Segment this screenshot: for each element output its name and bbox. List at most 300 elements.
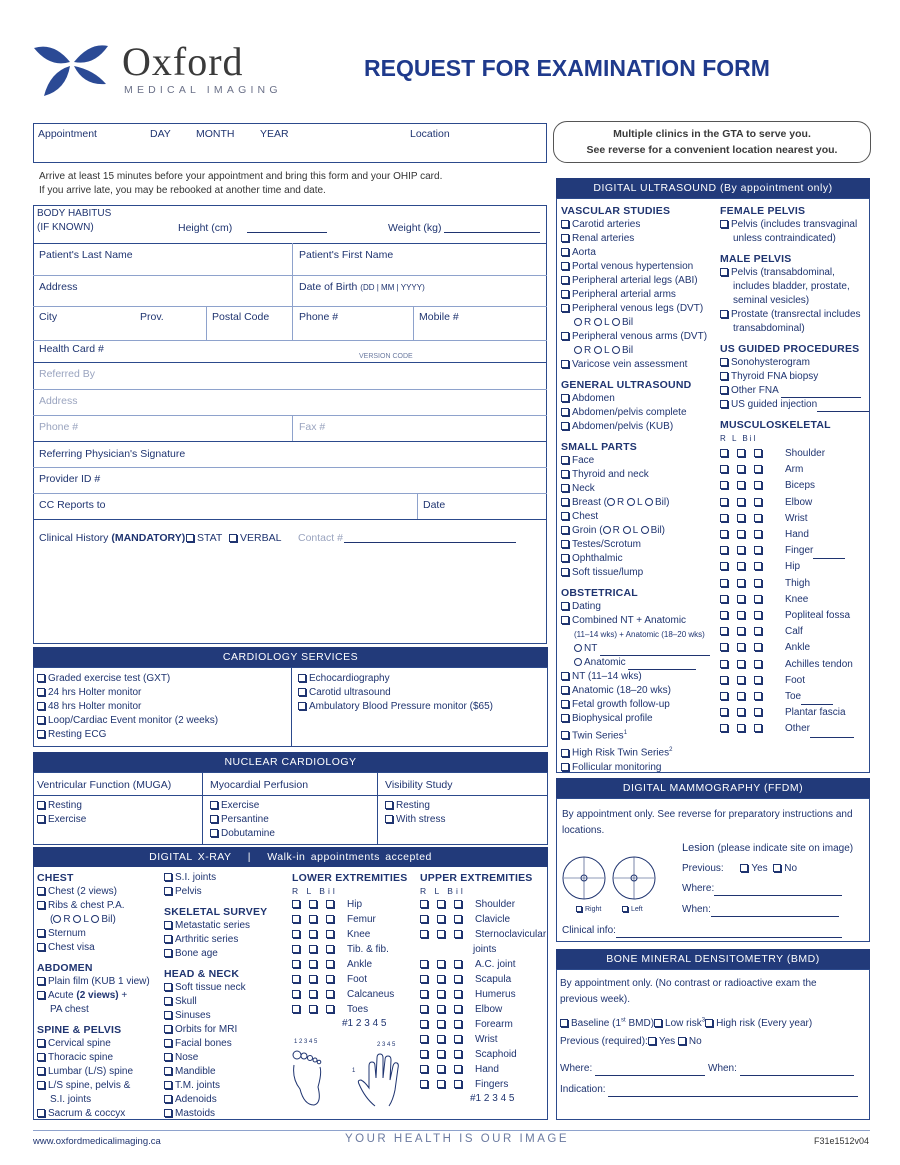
msk-item[interactable] — [720, 446, 869, 462]
weight-label[interactable]: Weight (kg) — [388, 222, 442, 234]
checkbox-item[interactable] — [292, 912, 407, 927]
msk-item[interactable] — [720, 705, 869, 721]
usinj-line[interactable] — [817, 402, 869, 412]
msk-item[interactable] — [720, 527, 869, 543]
bmd-yes-checkbox[interactable] — [648, 1036, 675, 1047]
checkbox-icon — [720, 660, 728, 668]
item-label: S.I. joints — [175, 872, 217, 883]
fna-label: Other FNA — [731, 385, 779, 396]
checkbox-item[interactable] — [420, 897, 546, 912]
date-field[interactable]: Date — [423, 499, 446, 511]
checkbox-item[interactable] — [561, 420, 710, 434]
checkbox-item[interactable] — [561, 392, 710, 406]
checkbox-item[interactable] — [420, 1077, 546, 1092]
contact-field[interactable]: Contact # — [298, 532, 343, 544]
item-label: Soft tissue/lump — [572, 567, 644, 578]
checkbox-item[interactable] — [561, 468, 710, 482]
checkbox-item[interactable] — [292, 942, 407, 957]
checkbox-item[interactable] — [561, 698, 710, 712]
checkbox-item[interactable] — [164, 1107, 267, 1121]
checkbox-item[interactable] — [37, 1037, 150, 1051]
radio-icon[interactable] — [607, 498, 615, 506]
msk-item[interactable] — [720, 495, 869, 511]
checkbox-item[interactable] — [420, 972, 546, 987]
guided-list — [720, 356, 869, 384]
checkbox-item[interactable] — [37, 728, 218, 742]
checkbox-item[interactable] — [164, 981, 267, 995]
checkbox-item[interactable] — [298, 686, 493, 700]
checkbox-item[interactable] — [561, 670, 710, 684]
radio-icon[interactable] — [645, 498, 653, 506]
other-line[interactable] — [810, 728, 854, 738]
city-field[interactable]: City — [39, 311, 58, 323]
checkbox-item[interactable] — [164, 1009, 267, 1023]
checkbox-icon — [773, 864, 781, 872]
checkbox-icon — [164, 997, 172, 1005]
msk-item[interactable] — [720, 721, 869, 737]
provider-id-field[interactable]: Provider ID # — [39, 473, 101, 485]
msk-item[interactable] — [720, 478, 869, 494]
msk-item[interactable] — [720, 592, 869, 608]
checkbox-icon — [754, 692, 762, 700]
si-joints-cont: S.I. joints — [50, 1094, 92, 1105]
checkbox-item[interactable] — [37, 1051, 150, 1065]
low-label: Low risk — [665, 1018, 702, 1030]
form-code: F31e1512v04 — [814, 1136, 870, 1146]
sacrum-checkbox[interactable] — [37, 1107, 150, 1121]
radio-icon[interactable] — [574, 318, 582, 326]
checkbox-item[interactable] — [561, 684, 710, 698]
item-label: Orbits for MRI — [175, 1024, 238, 1035]
referred-by-field[interactable]: Referred By — [39, 368, 96, 380]
ribs-options[interactable] — [37, 913, 150, 927]
item-label: Humerus — [475, 989, 516, 1000]
viability-heading: Visibility Study — [385, 779, 453, 791]
lesion-text: Lesion — [682, 842, 715, 854]
checkbox-icon — [309, 915, 317, 923]
obstetrical-list-2 — [561, 670, 710, 726]
postal-code-field[interactable]: Postal Code — [212, 311, 270, 323]
xray-title: DIGITAL X-RAY — [149, 851, 232, 863]
checkbox-item[interactable] — [37, 1079, 150, 1093]
checkbox-item[interactable] — [561, 288, 710, 302]
left-checkbox[interactable] — [622, 906, 643, 913]
checkbox-icon — [292, 975, 300, 983]
checkbox-item[interactable] — [561, 482, 710, 496]
checkbox-icon — [622, 906, 628, 912]
arrive-line2: If you arrive late, you may be rebooked at another time and date. — [39, 185, 326, 196]
checkbox-item[interactable] — [164, 1065, 267, 1079]
msk-item[interactable] — [720, 559, 869, 575]
bmd-risk — [560, 1014, 812, 1031]
checkbox-item[interactable] — [164, 1037, 267, 1051]
checkbox-icon — [309, 930, 317, 938]
right-checkbox[interactable] — [576, 906, 601, 913]
twin-checkbox[interactable] — [561, 726, 710, 743]
item-label: Abdomen — [572, 393, 615, 404]
weight-line[interactable] — [444, 222, 540, 233]
checkbox-item[interactable] — [561, 454, 710, 468]
referrer-address-field[interactable]: Address — [39, 395, 78, 407]
checkbox-icon — [737, 595, 745, 603]
referring-signature-field[interactable]: Referring Physician's Signature — [39, 448, 186, 460]
radio-icon[interactable] — [91, 915, 99, 923]
checkbox-item[interactable] — [164, 871, 267, 885]
checkbox-item[interactable] — [37, 813, 86, 827]
checkbox-item[interactable] — [292, 927, 407, 942]
phone-field[interactable]: Phone # — [299, 311, 339, 323]
checkbox-item[interactable] — [37, 941, 150, 955]
prov-field[interactable]: Prov. — [140, 311, 164, 323]
checkbox-item[interactable] — [292, 897, 407, 912]
msk-item[interactable] — [720, 462, 869, 478]
walk-in-note: Walk-in appointments accepted — [267, 851, 432, 863]
low-risk-checkbox[interactable] — [654, 1018, 705, 1029]
health-card-field[interactable]: Health Card # — [39, 343, 104, 355]
checkbox-item[interactable] — [420, 987, 546, 1002]
month-label: MONTH — [196, 128, 235, 140]
nt-label: NT — [584, 643, 598, 654]
checkbox-icon — [37, 991, 45, 999]
radio-icon[interactable] — [574, 644, 582, 652]
mobile-field[interactable]: Mobile # — [419, 311, 459, 323]
checkbox-item[interactable] — [37, 1065, 150, 1079]
item-label: Toes — [347, 1004, 369, 1015]
checkbox-icon — [454, 930, 462, 938]
checkbox-item[interactable] — [164, 1093, 267, 1107]
checkbox-icon — [420, 990, 428, 998]
chest-checkbox[interactable] — [561, 510, 710, 524]
fem-pelvis-checkbox[interactable] — [720, 218, 869, 232]
checkbox-item[interactable] — [37, 714, 218, 728]
checkbox-item[interactable] — [164, 885, 267, 899]
checkbox-item[interactable] — [420, 927, 546, 942]
radio-icon[interactable] — [594, 346, 602, 354]
item-label: Carotid arteries — [572, 219, 641, 230]
checkbox-item[interactable] — [561, 274, 710, 288]
referrer-phone-field[interactable]: Phone # — [39, 421, 79, 433]
radio-icon[interactable] — [574, 658, 582, 666]
where-label: Where: — [682, 883, 715, 894]
checkbox-icon — [309, 975, 317, 983]
sup-1: 1 — [623, 730, 628, 736]
msk-item[interactable] — [720, 640, 869, 656]
hr-twin-checkbox[interactable] — [561, 743, 710, 760]
mammo-when[interactable] — [682, 903, 839, 917]
msk-item[interactable] — [720, 608, 869, 624]
checkbox-icon — [561, 422, 569, 430]
checkbox-icon — [754, 660, 762, 668]
checkbox-icon — [720, 611, 728, 619]
other-fna-checkbox[interactable] — [720, 384, 869, 398]
checkbox-icon — [420, 1065, 428, 1073]
side-label: L — [604, 317, 612, 328]
msk-label: Other — [785, 723, 811, 735]
checkbox-item[interactable] — [164, 933, 267, 947]
checkbox-item[interactable] — [164, 1023, 267, 1037]
checkbox-icon — [720, 562, 728, 570]
checkbox-item[interactable] — [561, 218, 710, 232]
checkbox-item[interactable] — [561, 246, 710, 260]
msk-heading: MUSCULOSKELETAL — [720, 419, 831, 431]
item-label: Ophthalmic — [572, 553, 623, 564]
msk-item[interactable] — [720, 689, 869, 705]
radio-icon[interactable] — [641, 526, 649, 534]
cardiology-header: CARDIOLOGY SERVICES — [33, 647, 548, 667]
checkbox-item[interactable] — [37, 700, 218, 714]
checkbox-item[interactable] — [210, 799, 275, 813]
dvt-arms-side[interactable] — [561, 344, 710, 358]
r-label: R — [612, 525, 620, 536]
checkbox-icon — [454, 1050, 462, 1058]
digit-line[interactable] — [813, 549, 845, 559]
checkbox-icon — [37, 730, 45, 738]
checkbox-icon — [437, 1020, 445, 1028]
checkbox-icon — [309, 990, 317, 998]
dvt-arms-checkbox[interactable] — [561, 330, 710, 344]
plus: + — [118, 990, 128, 1001]
checkbox-icon — [720, 643, 728, 651]
referrer-fax-field[interactable]: Fax # — [299, 421, 326, 433]
nt-radio[interactable] — [561, 642, 710, 656]
checkbox-item[interactable] — [292, 972, 407, 987]
varicose-checkbox[interactable] — [561, 358, 710, 372]
prostate-checkbox[interactable] — [720, 308, 869, 322]
checkbox-icon — [420, 975, 428, 983]
checkbox-item[interactable] — [210, 827, 275, 841]
checkbox-item[interactable] — [37, 885, 150, 899]
dvt-legs-side[interactable] — [561, 316, 710, 330]
when-line[interactable] — [711, 907, 839, 917]
bmd-when[interactable] — [708, 1062, 854, 1076]
verbal-checkbox[interactable] — [229, 532, 281, 544]
when-line[interactable] — [740, 1066, 854, 1076]
fna-line[interactable] — [781, 388, 861, 398]
bmd-label: BMD) — [625, 1018, 655, 1030]
checkbox-item[interactable] — [561, 712, 710, 726]
checkbox-item[interactable] — [420, 1032, 546, 1047]
cc-reports-field[interactable]: CC Reports to — [39, 499, 106, 511]
footer-url-link[interactable]: www.oxfordmedicalimaging.ca — [33, 1136, 161, 1147]
checkbox-item[interactable] — [37, 975, 150, 989]
checkbox-item[interactable] — [292, 1002, 407, 1017]
checkbox-item[interactable] — [561, 232, 710, 246]
checkbox-icon — [754, 643, 762, 651]
checkbox-icon — [437, 1080, 445, 1088]
checkbox-item[interactable] — [164, 1079, 267, 1093]
msk-label: Finger — [785, 545, 814, 557]
checkbox-icon — [754, 546, 762, 554]
bmd-previous — [560, 1035, 702, 1049]
item-label: Exercise — [48, 814, 87, 825]
checkbox-item[interactable] — [420, 1017, 546, 1032]
checkbox-item[interactable] — [561, 552, 710, 566]
digit-line[interactable] — [801, 695, 833, 705]
where-line[interactable] — [595, 1066, 705, 1076]
bmd-indication[interactable] — [560, 1083, 858, 1097]
checkbox-item[interactable] — [37, 899, 150, 913]
checkbox-item[interactable] — [298, 672, 493, 686]
anatomic-radio[interactable] — [561, 656, 710, 670]
item-label: Elbow — [475, 1004, 503, 1015]
item-label: Abdomen/pelvis complete — [572, 407, 687, 418]
checkbox-item[interactable] — [298, 700, 493, 714]
msk-item[interactable] — [720, 543, 869, 559]
checkbox-item[interactable] — [164, 947, 267, 961]
checkbox-item[interactable] — [292, 987, 407, 1002]
first-name-field[interactable]: Patient's First Name — [299, 249, 394, 261]
last-name-field[interactable]: Patient's Last Name — [39, 249, 133, 261]
height-line[interactable] — [247, 222, 327, 233]
anatomic-line[interactable] — [628, 660, 696, 670]
checkbox-item[interactable] — [561, 260, 710, 274]
checkbox-icon — [737, 530, 745, 538]
msk-item[interactable] — [720, 624, 869, 640]
appointment-box[interactable] — [33, 123, 547, 163]
checkbox-item[interactable] — [385, 813, 445, 827]
checkbox-item[interactable] — [561, 406, 710, 420]
checkbox-item[interactable] — [420, 957, 546, 972]
checkbox-icon — [326, 945, 334, 953]
follicular-label: Follicular monitoring — [572, 761, 662, 773]
stat-checkbox[interactable] — [186, 532, 222, 544]
checkbox-item[interactable] — [420, 1002, 546, 1017]
checkbox-item[interactable] — [164, 919, 267, 933]
radio-icon[interactable] — [603, 526, 611, 534]
side-label: Bil — [621, 317, 634, 328]
checkbox-icon — [37, 674, 45, 682]
checkbox-item[interactable] — [292, 957, 407, 972]
no-checkbox[interactable] — [773, 863, 797, 874]
radio-icon[interactable] — [574, 346, 582, 354]
height-label[interactable]: Height (cm) — [178, 222, 233, 234]
address-field[interactable]: Address — [39, 281, 78, 293]
radio-icon[interactable] — [594, 318, 602, 326]
radio-icon[interactable] — [612, 346, 620, 354]
checkbox-icon — [437, 1050, 445, 1058]
checkbox-item[interactable] — [164, 995, 267, 1009]
mammo-clinical[interactable] — [562, 924, 842, 938]
msk-label: Toe — [785, 691, 802, 703]
checkbox-icon — [437, 960, 445, 968]
follicular-checkbox[interactable] — [561, 761, 710, 775]
checkbox-item[interactable] — [720, 356, 869, 370]
msk-item[interactable] — [720, 673, 869, 689]
dob-label: Date of Birth — [299, 281, 358, 293]
checkbox-item[interactable] — [385, 799, 445, 813]
checkbox-icon — [754, 676, 762, 684]
checkbox-icon — [37, 887, 45, 895]
checkbox-item[interactable] — [420, 912, 546, 927]
contact-line[interactable] — [344, 532, 516, 543]
no-label: No — [784, 863, 798, 874]
msk-item[interactable] — [720, 511, 869, 527]
msk-label: Thigh — [785, 577, 811, 589]
radio-icon[interactable] — [53, 915, 61, 923]
nt-line[interactable] — [600, 646, 710, 656]
indication-label: Indication: — [560, 1084, 606, 1095]
checkbox-item[interactable] — [561, 538, 710, 552]
item-label: Femur — [347, 914, 376, 925]
checkbox-icon — [561, 470, 569, 478]
groin-checkbox[interactable] — [561, 524, 710, 538]
checkbox-item[interactable] — [420, 1062, 546, 1077]
item-label: Calcaneus — [347, 989, 395, 1000]
checkbox-item[interactable] — [37, 686, 218, 700]
fem-label-2: unless contraindicated) — [733, 233, 836, 244]
acute-checkbox[interactable] — [37, 989, 150, 1003]
dob-field[interactable] — [299, 281, 425, 293]
checkbox-item[interactable] — [37, 672, 218, 686]
checkbox-icon — [754, 481, 762, 489]
checkbox-item[interactable] — [561, 302, 710, 316]
bmd-no-checkbox[interactable] — [678, 1036, 702, 1047]
radio-icon[interactable] — [612, 318, 620, 326]
male-pelvis-checkbox[interactable] — [720, 266, 869, 280]
radio-icon[interactable] — [623, 526, 631, 534]
breast-checkbox[interactable] — [561, 496, 710, 510]
baseline-checkbox[interactable] — [560, 1018, 654, 1029]
checkbox-icon — [210, 815, 218, 823]
checkbox-icon — [754, 562, 762, 570]
bmd-where[interactable] — [560, 1062, 705, 1076]
checkbox-icon — [37, 815, 45, 823]
where-line[interactable] — [714, 886, 842, 896]
checkbox-item[interactable] — [561, 614, 710, 628]
checkbox-icon — [561, 554, 569, 562]
us-injection-checkbox[interactable] — [720, 398, 869, 412]
checkbox-item[interactable] — [561, 566, 710, 580]
checkbox-item[interactable] — [37, 799, 86, 813]
checkbox-item[interactable] — [210, 813, 275, 827]
perfusion-heading: Myocardial Perfusion — [210, 779, 309, 791]
side-label: R — [584, 317, 594, 328]
checkbox-item[interactable] — [561, 600, 710, 614]
checkbox-icon — [561, 686, 569, 694]
high-risk-checkbox[interactable] — [705, 1018, 812, 1029]
upper-ext-heading: UPPER EXTREMITIES — [420, 872, 533, 884]
checkbox-item[interactable] — [164, 1051, 267, 1065]
msk-rlb: R L Bil — [720, 434, 758, 443]
item-label: Fetal growth follow-up — [572, 699, 670, 710]
checkbox-icon — [37, 801, 45, 809]
mammo-where[interactable] — [682, 882, 842, 896]
checkbox-icon — [164, 1025, 172, 1033]
msk-item[interactable] — [720, 657, 869, 673]
msk-item[interactable] — [720, 576, 869, 592]
sup-2: 2 — [669, 747, 673, 754]
checkbox-item[interactable] — [37, 927, 150, 941]
checkbox-icon — [720, 220, 728, 228]
indication-line[interactable] — [608, 1087, 858, 1097]
radio-icon[interactable] — [627, 498, 635, 506]
item-label: Combined NT + Anatomic — [572, 615, 687, 626]
year-label: YEAR — [260, 128, 289, 140]
checkbox-icon — [309, 960, 317, 968]
checkbox-icon — [561, 408, 569, 416]
checkbox-item[interactable] — [420, 1047, 546, 1062]
msk-label: Hand — [785, 529, 809, 541]
male-label: Pelvis (transabdominal, — [731, 267, 835, 278]
msk-label: Shoulder — [785, 448, 826, 459]
item-label: 24 hrs Holter monitor — [48, 687, 142, 698]
side-label: L — [604, 345, 612, 356]
checkbox-item[interactable] — [720, 370, 869, 384]
clinical-line[interactable] — [616, 928, 842, 938]
yes-checkbox[interactable] — [740, 863, 767, 874]
radio-icon[interactable] — [73, 915, 81, 923]
checkbox-icon — [737, 449, 745, 457]
